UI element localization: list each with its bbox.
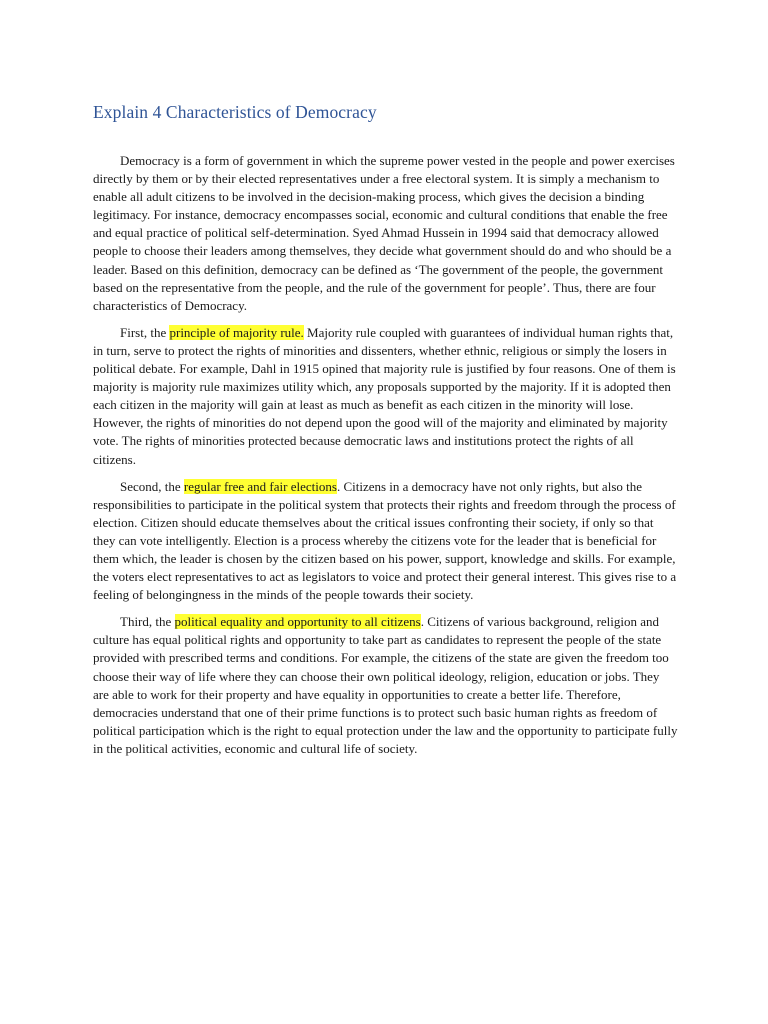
highlighted-phrase: regular free and fair elections (183, 478, 337, 494)
paragraph-text: . Citizens in a democracy have not only rights, but also the responsibilities to participate in the political system that protects their rights and freedom through the process of election. Citizen should educate themselves about the critical issues confronting their society, if only so that they can vote intelligently. Election is a process whereby the citizens vote for the leader that is beneficial for them which, the leader is chosen by the citizen based on his power, support, knowledge and skills. For example, the voters elect representatives to act as legislators to voice and protect their general interest. This gives rise to a feeling of belongingness in the minds of the people towards their society. (93, 478, 677, 603)
paragraph-lead: Second, the (120, 478, 184, 494)
document-title: Explain 4 Characteristics of Democracy (93, 102, 377, 122)
highlighted-phrase: political equality and opportunity to all citizens (174, 614, 421, 630)
paragraph-intro: Democracy is a form of government in which the supreme power vested in the people and power exercises directly by them or by their elected representatives under a free electoral system. It is simply a mechanism to enable all adult citizens to be involved in the decision-making process, which gives the decision a binding legitimacy. For instance, democracy encompasses social, economic and cultural conditions that enable the free and equal practice of political self-determination. Syed Ahmad Hussein in 1994 said that democracy allowed people to choose their leaders among themselves, they decide what government should do and who should be a leader. Based on this definition, democracy can be defined as ‘The government of the people, the government based on the representative from the people, and the rule of the government for people’. Thus, there are four characteristics of Democracy. (93, 153, 675, 313)
paragraph-text: Majority rule coupled with guarantees of individual human rights that, in turn, serve to protect the rights of minorities and dissenters, whether ethnic, religious or simply the losers in political debate. For example, Dahl in 1915 opined that majority rule is justified by four reasons. One of them is majority is majority rule maximizes utility which, any proposals supported by the majority. If it is adopted then each citizen in the majority will gain at least as much as benefit as each citizen in the minority will lose. However, the rights of minorities do not depend upon the good will of the majority and eliminated by majority vote. The rights of minorities protected because democratic laws and institutions protect the rights of all citizens. (93, 324, 676, 467)
paragraph-third (93, 613, 678, 758)
highlighted-phrase: principle of majority rule. (169, 324, 304, 340)
paragraph-second (93, 478, 678, 605)
document-body (93, 152, 678, 767)
paragraph-lead: Third, the (120, 614, 175, 630)
paragraph-lead: First, the (120, 324, 170, 340)
paragraph-first (93, 324, 678, 469)
paragraph-text: . Citizens of various background, religion and culture has equal political rights and opportunity to take part as candidates to represent the people of the state provided with prescribed terms and conditions. For example, the citizens of the state are given the freedom too choose their way of life where they can choose their own political ideology, religion, education or jobs. They are able to work for their property and have equality in opportunities to create a better life. Therefore, democracies understand that one of their prime functions is to protect such basic human rights as freedom of political participation which is the right to equal protection under the law and the opportunity to participate fully in the political activities, economic and cultural life of society. (93, 614, 678, 756)
